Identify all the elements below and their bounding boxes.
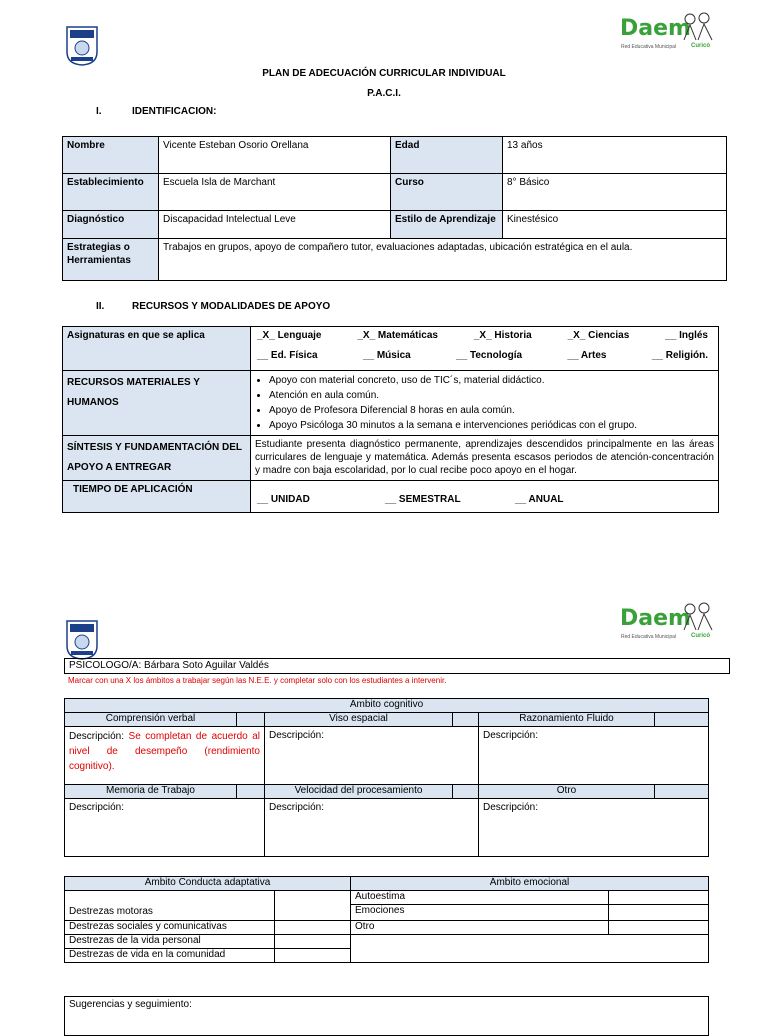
- subject-ed-fisica[interactable]: __ Ed. Física: [257, 350, 318, 361]
- label-establecimiento: Establecimiento: [63, 174, 159, 211]
- value-edad: 13 años: [503, 137, 727, 174]
- section2-number: II.: [96, 301, 105, 312]
- psychologist-name: PSICOLOGO/A: Bárbara Soto Aguilar Valdés: [69, 660, 269, 671]
- adaptive-item: Destrezas motoras: [65, 891, 275, 921]
- desc-label: Descripción:: [269, 730, 325, 741]
- emotional-check[interactable]: [609, 921, 709, 935]
- subject-historia[interactable]: _X_ Historia: [473, 330, 532, 341]
- section1-number: I.: [96, 106, 102, 117]
- document-subtitle: P.A.C.I.: [367, 88, 401, 99]
- daem-logo-city: Curicó: [691, 633, 711, 639]
- time-semestral[interactable]: __ SEMESTRAL: [385, 494, 461, 505]
- checkbox-razonamiento-fluido[interactable]: [655, 713, 709, 727]
- children-figures-icon: [680, 12, 716, 42]
- adaptive-title: Ámbito Conducta adaptativa: [65, 877, 351, 891]
- label-recursos: RECURSOS MATERIALES Y HUMANOS: [63, 371, 251, 436]
- subject-ingles[interactable]: __ Inglés: [665, 330, 708, 341]
- checkbox-comprension-verbal[interactable]: [237, 713, 265, 727]
- emotional-check[interactable]: [609, 905, 709, 921]
- header-otro: Otro: [479, 785, 655, 799]
- desc-viso-espacial[interactable]: [265, 727, 479, 785]
- daem-logo-text: Daem: [620, 16, 691, 41]
- adaptive-item: Destrezas de la vida personal: [65, 935, 275, 949]
- subject-ciencias[interactable]: _X_ Ciencias: [567, 330, 630, 341]
- desc-razonamiento-fluido[interactable]: [479, 727, 709, 785]
- emotional-blank: [351, 935, 709, 963]
- adaptive-emotional-table: [64, 876, 709, 963]
- checkbox-memoria-trabajo[interactable]: [237, 785, 265, 799]
- adaptive-check[interactable]: [275, 935, 351, 949]
- emotional-item: Emociones: [351, 905, 609, 921]
- emotional-title: Ámbito emocional: [351, 877, 709, 891]
- cognitive-title: Ámbito cognitivo: [65, 699, 709, 713]
- school-crest-logo-2: [66, 620, 98, 660]
- value-nombre: Vicente Esteban Osorio Orellana: [159, 137, 391, 174]
- label-estrategias: Estrategias o Herramientas: [63, 239, 159, 281]
- adaptive-item: Destrezas sociales y comunicativas: [65, 921, 275, 935]
- resource-item: • Apoyo con material concreto, uso de TIC´s, material didáctico.: [269, 373, 714, 388]
- label-diagnostico: Diagnóstico: [63, 211, 159, 239]
- value-diagnostico: Discapacidad Intelectual Leve: [159, 211, 391, 239]
- label-edad: Edad: [391, 137, 503, 174]
- value-establecimiento: Escuela Isla de Marchant: [159, 174, 391, 211]
- desc-instruction: Se completan de acuerdo al nivel de desempeño (rendimiento cognitivo).: [69, 731, 260, 772]
- instruction-text: Marcar con una X los ámbitos a trabajar según las N.E.E. y completar solo con los estudiantes a intervenir.: [68, 676, 447, 685]
- emotional-item: Autoestima: [351, 891, 609, 905]
- desc-label: Descripción:: [483, 802, 539, 813]
- suggestions-box[interactable]: [64, 996, 709, 1036]
- desc-comprension-verbal[interactable]: [65, 727, 265, 785]
- label-asignaturas: Asignaturas en que se aplica: [63, 327, 251, 371]
- header-viso-espacial: Viso espacial: [265, 713, 453, 727]
- value-sintesis: Estudiante presenta diagnóstico permanente, aprendizajes descendidos principalmente en las áreas curriculares de lenguaje y matemática. Además presenta escasos periodos de atención-concentración y madre con baja escolaridad, por lo cual recibe poco apoyo en el hogar.: [251, 436, 719, 481]
- resource-item: • Atención en aula común.: [269, 388, 714, 403]
- document-title: PLAN DE ADECUACIÓN CURRICULAR INDIVIDUAL: [262, 68, 506, 79]
- daem-logo-city: Curicó: [691, 43, 711, 49]
- suggestions-label: Sugerencias y seguimiento:: [69, 999, 192, 1010]
- header-comprension-verbal: Comprensión verbal: [65, 713, 237, 727]
- children-figures-icon: [680, 602, 716, 632]
- desc-memoria-trabajo[interactable]: [65, 799, 265, 857]
- resource-item: • Apoyo de Profesora Diferencial 8 horas en aula común.: [269, 403, 714, 418]
- subject-musica[interactable]: __ Música: [362, 350, 411, 361]
- subject-lenguaje[interactable]: _X_ Lenguaje: [257, 330, 322, 341]
- value-curso: 8° Básico: [503, 174, 727, 211]
- label-nombre: Nombre: [63, 137, 159, 174]
- adaptive-check[interactable]: [275, 921, 351, 935]
- label-curso: Curso: [391, 174, 503, 211]
- desc-otro[interactable]: [479, 799, 709, 857]
- desc-label: Descripción:: [483, 730, 539, 741]
- daem-logo-subtitle: Red Educativa Municipal: [621, 634, 677, 640]
- header-razonamiento-fluido: Razonamiento Fluido: [479, 713, 655, 727]
- header-memoria-trabajo: Memoria de Trabajo: [65, 785, 237, 799]
- subject-matematicas[interactable]: _X_ Matemáticas: [357, 330, 438, 341]
- section2-heading: RECURSOS Y MODALIDADES DE APOYO: [132, 301, 331, 312]
- subjects-cell: [251, 327, 719, 371]
- daem-logo-subtitle: Red Educativa Municipal: [621, 44, 677, 50]
- checkbox-otro[interactable]: [655, 785, 709, 799]
- adaptive-check[interactable]: [275, 949, 351, 963]
- desc-velocidad-procesamiento[interactable]: [265, 799, 479, 857]
- resource-item: • Apoyo Psicóloga 30 minutos a la semana e intervenciones periódicas con el grupo.: [269, 418, 714, 433]
- header-velocidad-procesamiento: Velocidad del procesamiento: [265, 785, 453, 799]
- daem-logo-2: [620, 602, 716, 646]
- time-cell: [251, 481, 719, 513]
- time-anual[interactable]: __ ANUAL: [515, 494, 564, 505]
- resources-list: [255, 373, 714, 433]
- emotional-check[interactable]: [609, 891, 709, 905]
- section1-heading: IDENTIFICACION:: [132, 106, 217, 117]
- desc-label: Descripción:: [69, 802, 125, 813]
- checkbox-viso-espacial[interactable]: [453, 713, 479, 727]
- value-estilo: Kinestésico: [503, 211, 727, 239]
- subject-religion[interactable]: __ Religión.: [651, 350, 708, 361]
- emotional-item: Otro: [351, 921, 609, 935]
- adaptive-check[interactable]: [275, 891, 351, 921]
- subject-artes[interactable]: __ Artes: [567, 350, 607, 361]
- resources-cell: [251, 371, 719, 436]
- resources-table: [62, 326, 719, 513]
- label-tiempo: TIEMPO DE APLICACIÓN: [63, 481, 251, 513]
- daem-logo: [620, 12, 716, 56]
- checkbox-velocidad-procesamiento[interactable]: [453, 785, 479, 799]
- subject-tecnologia[interactable]: __ Tecnología: [456, 350, 523, 361]
- time-unidad[interactable]: __ UNIDAD: [257, 494, 310, 505]
- label-estilo: Estilo de Aprendizaje: [391, 211, 503, 239]
- label-sintesis: SÍNTESIS Y FUNDAMENTACIÓN DEL APOYO A ENTREGAR: [63, 436, 251, 481]
- school-crest-logo: [66, 26, 98, 66]
- adaptive-item: Destrezas de vida en la comunidad: [65, 949, 275, 963]
- value-estrategias: Trabajos en grupos, apoyo de compañero tutor, evaluaciones adaptadas, ubicación estratégica en el aula.: [159, 239, 727, 281]
- daem-logo-text: Daem: [620, 606, 691, 631]
- desc-label: Descripción:: [69, 731, 125, 742]
- psychologist-line: [64, 658, 730, 674]
- cognitive-table: [64, 698, 709, 857]
- desc-label: Descripción:: [269, 802, 325, 813]
- identification-table: [62, 136, 727, 281]
